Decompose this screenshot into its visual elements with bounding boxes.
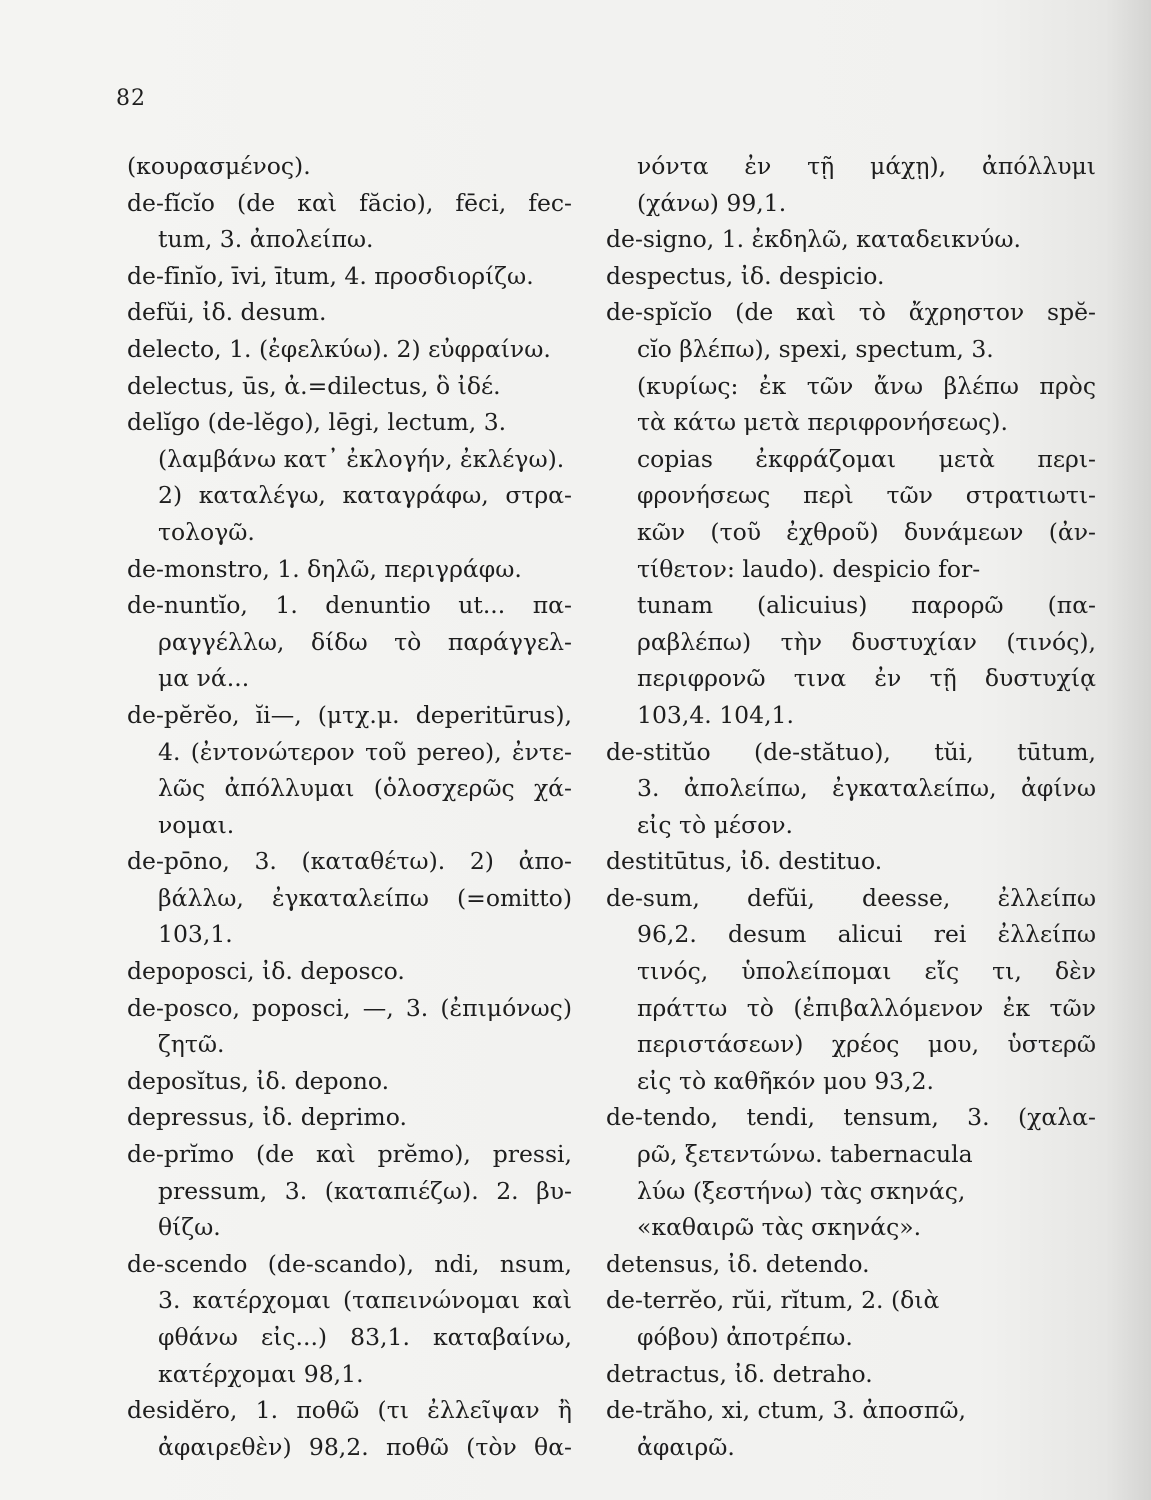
text-line: de-pĕrĕo, ĭi—, (μτχ.μ. deperitūrus),	[127, 700, 572, 729]
text-line: φρονήσεως περὶ τῶν στρατιωτι-	[637, 481, 1096, 510]
text-line: 4. (ἐντονώτερον τοῦ pereo), ἐντε-	[158, 737, 572, 766]
text-line: νόντα ἐν τῇ μάχῃ), ἀπόλλυμι	[637, 152, 1096, 180]
text-line: deposĭtus, ἰδ. depono.	[127, 1066, 390, 1095]
text-line: «καθαιρῶ τὰς σκηνάς».	[637, 1213, 922, 1242]
text-line: de-spĭcĭo (de καὶ τὸ ἄχρηστον spĕ-	[606, 298, 1096, 327]
text-line: delecto, 1. (ἐφελκύω). 2) εὐφραίνω.	[127, 334, 551, 363]
text-line: ζητῶ.	[158, 1030, 225, 1059]
text-line: φθάνω εἰς...) 83,1. καταβαίνω,	[158, 1323, 572, 1351]
text-line: κῶν (τοῦ ἐχθροῦ) δυνάμεων (ἀν-	[637, 517, 1096, 546]
text-line: defŭi, ἰδ. desum.	[127, 298, 327, 327]
text-line: (κουρασμένος).	[127, 152, 311, 180]
text-line: de-prĭmo (de καὶ prĕmo), pressi,	[127, 1140, 572, 1169]
text-line: delectus, ūs, ἀ.=dilectus, ὃ ἰδέ.	[127, 371, 501, 400]
text-line: de-stitŭo (de-stătuo), tŭi, tūtum,	[606, 737, 1096, 766]
text-line: ρῶ, ξετεντώνω. tabernacula	[637, 1140, 973, 1169]
text-line: depressus, ἰδ. deprimo.	[127, 1103, 407, 1132]
text-line: de-pōno, 3. (καταθέτω). 2) ἀπο-	[127, 847, 572, 876]
text-line: 103,1.	[158, 920, 233, 949]
text-line: περιστάσεων) χρέος μου, ὑστερῶ	[637, 1030, 1096, 1059]
text-line: cĭo βλέπω), spexi, spectum, 3.	[637, 334, 994, 363]
text-line: εἰς τὸ καθῆκόν μου 93,2.	[637, 1066, 934, 1095]
text-line: νομαι.	[158, 810, 235, 839]
text-line: ραβλέπω) τὴν δυστυχίαν (τινός),	[637, 627, 1096, 656]
text-line: μα νά...	[158, 664, 250, 693]
text-line: tum, 3. ἀπολείπω.	[158, 225, 374, 254]
text-line: (χάνω) 99,1.	[637, 188, 787, 217]
text-line: θίζω.	[158, 1213, 221, 1242]
text-line: de-posco, poposci, —, 3. (ἐπιμόνως)	[127, 993, 572, 1022]
text-line: φόβου) ἀποτρέπω.	[637, 1323, 853, 1351]
text-line: destitūtus, ἰδ. destituo.	[606, 847, 883, 876]
text-line: de-fīnĭo, īvi, ītum, 4. προσδιορίζω.	[127, 261, 534, 290]
text-line: de-signo, 1. ἐκδηλῶ, καταδεικνύω.	[606, 225, 1022, 254]
text-line: copias ἐκφράζομαι μετὰ περι-	[637, 444, 1096, 473]
text-line: de-sum, defŭi, deesse, ἐλλείπω	[606, 883, 1096, 912]
text-line: de-scendo (de-scando), ndi, nsum,	[127, 1249, 572, 1278]
text-line: 3. ἀπολείπω, ἐγκαταλείπω, ἀφίνω	[637, 774, 1096, 803]
text-line: (κυρίως: ἐκ τῶν ἄνω βλέπω πρὸς	[637, 371, 1096, 400]
text-line: περιφρονῶ τινα ἐν τῇ δυστυχίᾳ	[637, 664, 1096, 693]
text-line: ἀφαιρεθὲν) 98,2. ποθῶ (τὸν θα-	[158, 1432, 572, 1461]
text-line: ραγγέλλω, δίδω τὸ παράγγελ-	[158, 627, 572, 656]
text-line: (λαμβάνω κατ᾽ ἐκλογήν, ἐκλέγω).	[158, 444, 565, 473]
text-line: τίθετον: laudo). despicio for-	[637, 554, 981, 583]
text-line: λῶς ἀπόλλυμαι (ὁλοσχερῶς χά-	[158, 774, 572, 803]
text-line: detensus, ἰδ. detendo.	[606, 1249, 870, 1278]
text-line: de-terrĕo, rŭi, rĭtum, 2. (διὰ	[606, 1286, 940, 1315]
text-line: de-trăho, xi, ctum, 3. ἀποσπῶ,	[606, 1396, 966, 1425]
text-line: de-monstro, 1. δηλῶ, περιγράφω.	[127, 554, 522, 583]
text-line: κατέρχομαι 98,1.	[158, 1359, 364, 1388]
text-line: τολογῶ.	[158, 517, 255, 546]
left-column	[127, 148, 572, 1465]
right-column	[606, 148, 1096, 1465]
text-line: εἰς τὸ μέσον.	[637, 810, 794, 839]
text-line: tunam (alicuius) παρορῶ (πα-	[637, 591, 1096, 620]
text-line: τινός, ὑπολείπομαι εἴς τι, δὲν	[637, 957, 1096, 986]
text-line: τὰ κάτω μετὰ περιφρονήσεως).	[637, 408, 1008, 437]
text-line: ἀφαιρῶ.	[637, 1432, 735, 1461]
text-line: de-tendo, tendi, tensum, 3. (χαλα-	[606, 1103, 1096, 1132]
text-line: 3. κατέρχομαι (ταπεινώνομαι καὶ	[158, 1286, 572, 1315]
text-line: pressum, 3. (καταπιέζω). 2. βυ-	[158, 1176, 572, 1205]
text-line: detractus, ἰδ. detraho.	[606, 1359, 873, 1388]
text-line: λύω (ξεστήνω) τὰς σκηνάς,	[637, 1176, 966, 1205]
text-line: despectus, ἰδ. despicio.	[606, 261, 885, 290]
text-line: 103,4. 104,1.	[637, 700, 794, 729]
text-line: de-fĭcĭo (de καὶ făcio), fēci, fec-	[127, 188, 572, 217]
text-line: πράττω τὸ (ἐπιβαλλόμενον ἐκ τῶν	[637, 993, 1096, 1022]
page-number: 82	[116, 86, 146, 111]
text-line: 2) καταλέγω, καταγράφω, στρα-	[158, 481, 572, 510]
text-line: 96,2. desum alicui rei ἐλλείπω	[637, 920, 1096, 949]
text-line: delĭgo (de-lĕgo), lēgi, lectum, 3.	[127, 408, 507, 437]
text-line: βάλλω, ἐγκαταλείπω (=omitto)	[158, 883, 572, 912]
text-line: desidĕro, 1. ποθῶ (τι ἐλλεῖψαν ἢ	[127, 1396, 572, 1425]
text-line: de-nuntĭo, 1. denuntio ut... πα-	[127, 591, 572, 620]
text-line: depoposci, ἰδ. deposco.	[127, 957, 405, 986]
